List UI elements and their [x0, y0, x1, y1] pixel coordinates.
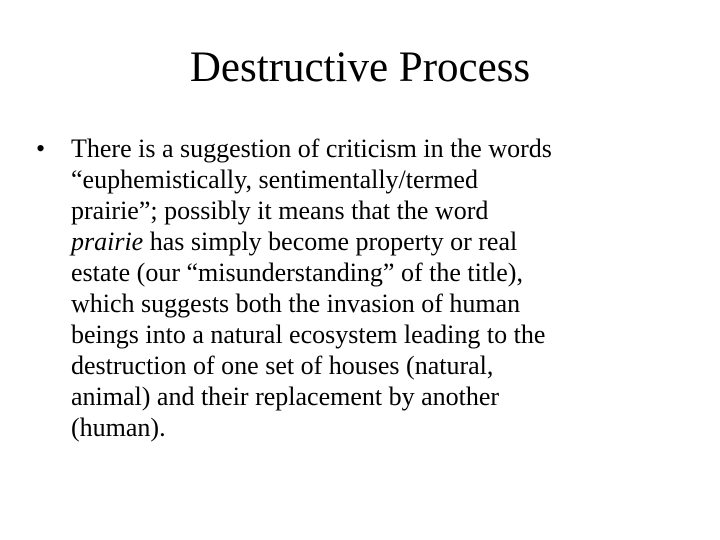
bullet-line-7: beings into a natural ecosystem leading to the: [71, 320, 546, 349]
italic-word-prairie: prairie: [71, 227, 144, 256]
bullet-dot-icon: •: [36, 134, 46, 163]
bullet-line-6: which suggests both the invasion of human: [71, 289, 521, 318]
bullet-line-2: “euphemistically, sentimentally/termed: [71, 165, 478, 194]
bullet-line-3: prairie”; possibly it means that the word: [71, 196, 489, 225]
bullet-line-4-rest: has simply become property or real: [143, 227, 518, 256]
bullet-line-4: [71, 226, 676, 257]
bullet-list: [36, 133, 676, 443]
bullet-line-10: (human).: [71, 413, 166, 442]
bullet-line-9: animal) and their replacement by another: [71, 382, 500, 411]
bullet-line-5: estate (our “misunderstanding” of the title),: [71, 258, 523, 287]
bullet-line-1: There is a suggestion of criticism in the words: [71, 134, 552, 163]
bullet-line-8: destruction of one set of houses (natural,: [71, 351, 494, 380]
slide-title: Destructive Process: [189, 44, 531, 91]
bullet-item: [36, 133, 676, 443]
